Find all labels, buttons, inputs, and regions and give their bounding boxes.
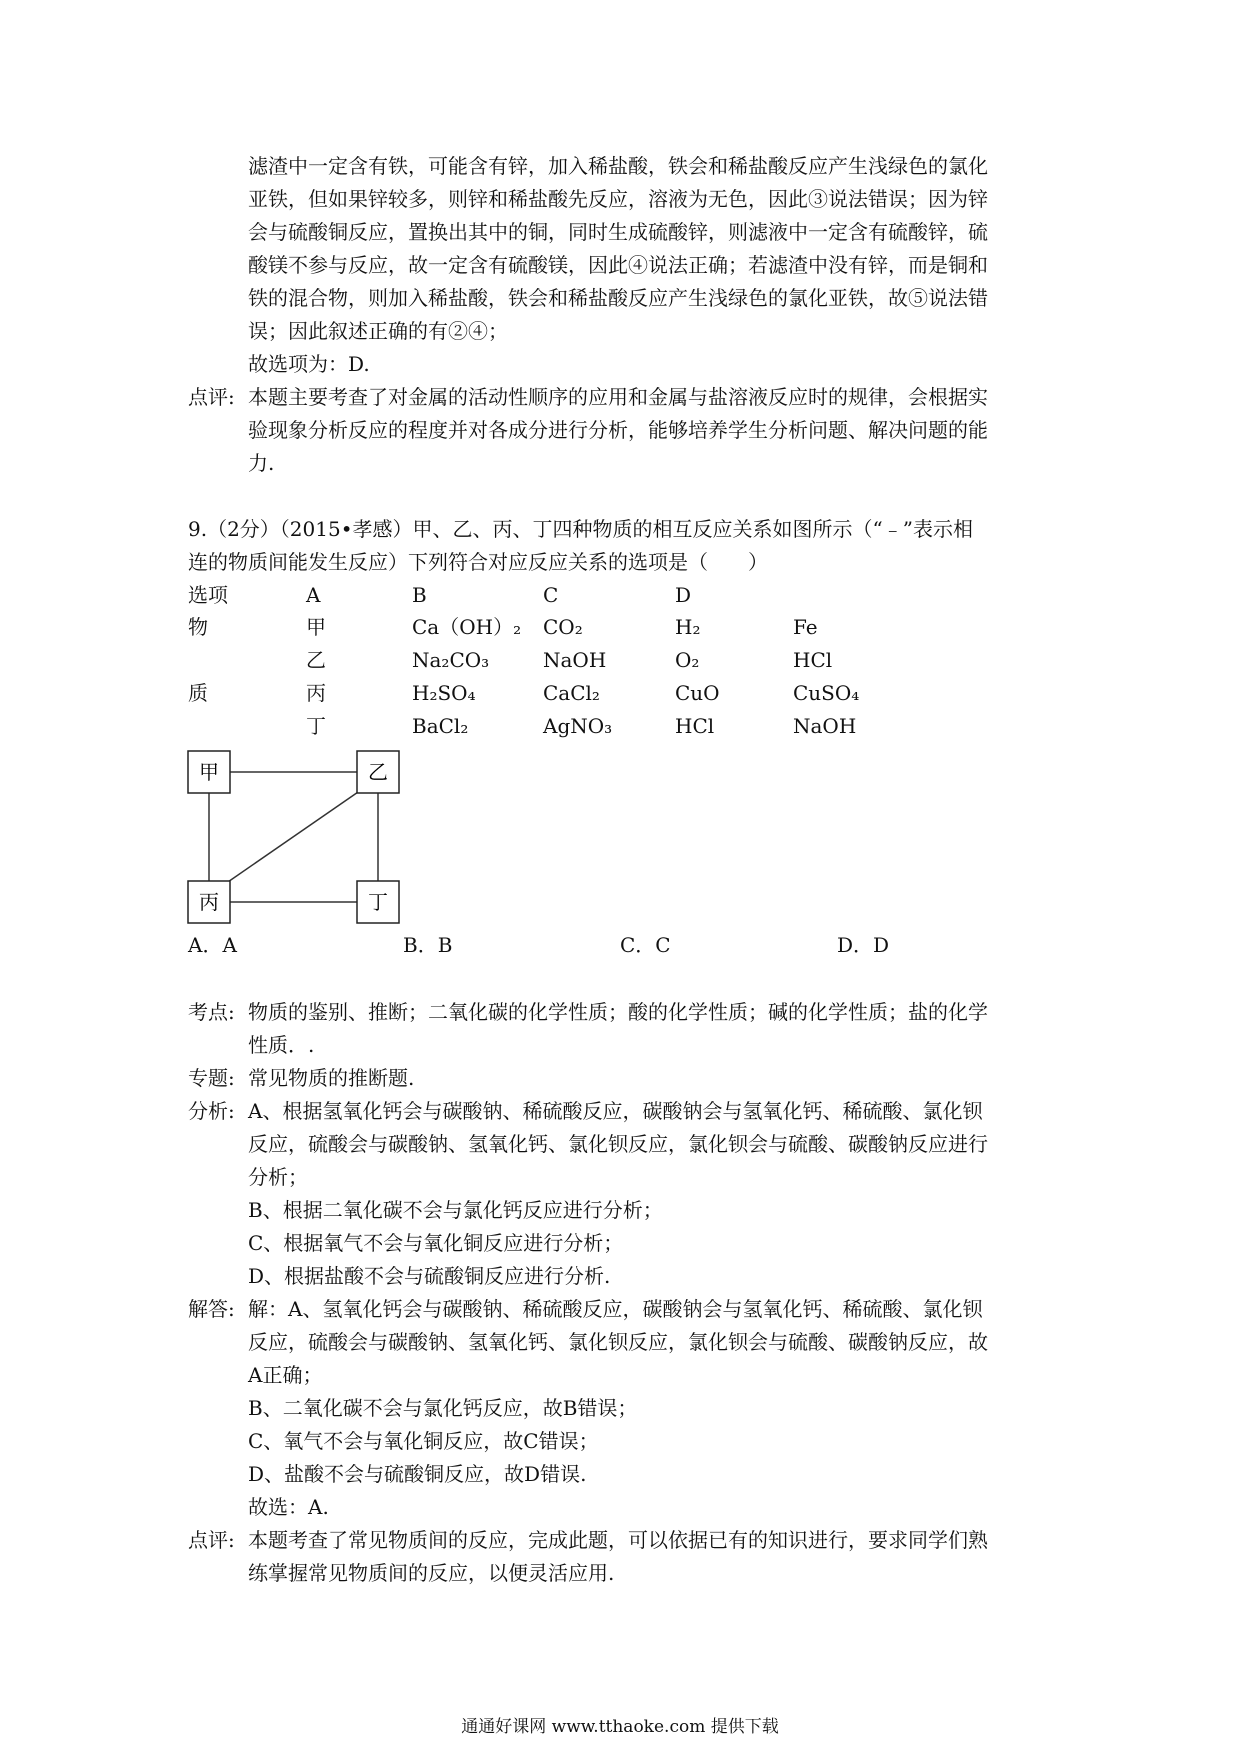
text-line: 分析；	[248, 1165, 308, 1189]
section-label: 解答:	[188, 1297, 235, 1321]
text-line: 亚铁，但如果锌较多，则锌和稀盐酸先反应，溶液为无色，因此③说法错误；因为锌	[248, 187, 988, 211]
table-cell: BaCl₂	[412, 714, 469, 738]
text-line: 故选：A.	[248, 1495, 329, 1519]
table-cell: H₂	[675, 615, 701, 639]
table-cell: Fe	[793, 615, 818, 639]
text-line: 铁的混合物，则加入稀盐酸，铁会和稀盐酸反应产生浅绿色的氯化亚铁，故⑤说法错	[248, 286, 988, 310]
text-line: 误；因此叙述正确的有②④；	[248, 319, 508, 343]
text-line: C、根据氧气不会与氧化铜反应进行分析；	[248, 1231, 624, 1255]
page-footer: 通通好课网 www.tthaoke.com 提供下载	[461, 1717, 779, 1737]
text-line: 性质．.	[248, 1033, 315, 1057]
text-line: A正确；	[248, 1363, 323, 1387]
table-row-label: 物	[188, 615, 208, 639]
node-label: 乙	[368, 760, 388, 784]
text-line: A、根据氢氧化钙会与碳酸钠、稀硫酸反应，碳酸钠会与氢氧化钙、稀硫酸、氯化钡	[248, 1099, 983, 1123]
answer-line: 故选项为：D.	[248, 352, 370, 376]
section-label: 考点:	[188, 1000, 235, 1024]
text-line: B、根据二氧化碳不会与氯化钙反应进行分析；	[248, 1198, 663, 1222]
text-line: C、氧气不会与氧化铜反应，故C错误；	[248, 1429, 599, 1453]
option-d: D．D	[837, 933, 890, 957]
table-cell: H₂SO₄	[412, 681, 476, 705]
text-line: 常见物质的推断题.	[248, 1066, 415, 1090]
table-cell: AgNO₃	[543, 714, 613, 738]
section-label: 专题:	[188, 1066, 235, 1090]
section-label: 点评:	[188, 1528, 235, 1552]
text-line: 物质的鉴别、推断；二氧化碳的化学性质；酸的化学性质；碱的化学性质；盐的化学	[248, 1000, 988, 1024]
text-line: 滤渣中一定含有铁，可能含有锌，加入稀盐酸，铁会和稀盐酸反应产生浅绿色的氯化	[248, 154, 988, 178]
question-line: 9.（2分）（2015•孝感）甲、乙、丙、丁四种物质的相互反应关系如图所示（“﹣”表示相	[188, 517, 973, 541]
text-line: 反应，硫酸会与碳酸钠、氢氧化钙、氯化钡反应，氯化钡会与硫酸、碳酸钠反应，故	[248, 1330, 988, 1354]
table-cell: CuSO₄	[793, 681, 860, 705]
table-cell: NaOH	[543, 648, 607, 672]
option-a: A．A	[188, 933, 237, 957]
table-cell: Na₂CO₃	[412, 648, 490, 672]
table-cell: NaOH	[793, 714, 857, 738]
text-line: 会与硫酸铜反应，置换出其中的铜，同时生成硫酸锌，则滤液中一定含有硫酸锌，硫	[248, 220, 988, 244]
option-c: C．C	[620, 933, 671, 957]
text-line: D、根据盐酸不会与硫酸铜反应进行分析.	[248, 1264, 611, 1288]
table-cell: HCl	[793, 648, 833, 672]
text-line: 本题考查了常见物质间的反应，完成此题，可以依据已有的知识进行，要求同学们熟	[248, 1528, 988, 1552]
table-cell: HCl	[675, 714, 715, 738]
text-line: 酸镁不参与反应，故一定含有硫酸镁，因此④说法正确；若滤渣中没有锌，而是铜和	[248, 253, 988, 277]
table-row-name: 丙	[306, 681, 326, 705]
table-header-cell: 选项	[188, 583, 228, 607]
text-line: D、盐酸不会与硫酸铜反应，故D错误.	[248, 1462, 587, 1486]
table-cell: O₂	[675, 648, 700, 672]
table-cell: Ca（OH）₂	[412, 615, 522, 639]
node-label: 丁	[368, 890, 388, 914]
question-line: 连的物质间能发生反应）下列符合对应反应关系的选项是（ ）	[188, 550, 768, 574]
table-cell: CO₂	[543, 615, 583, 639]
option-b: B．B	[403, 933, 453, 957]
text-line: 反应，硫酸会与碳酸钠、氢氧化钙、氯化钡反应，氯化钡会与硫酸、碳酸钠反应进行	[248, 1132, 988, 1156]
text-line: 练掌握常见物质间的反应，以便灵活应用.	[248, 1561, 615, 1585]
text-line: 解：A、氢氧化钙会与碳酸钠、稀硫酸反应，碳酸钠会与氢氧化钙、稀硫酸、氯化钡	[248, 1297, 983, 1321]
table-row-label: 质	[188, 681, 208, 705]
table-row-name: 丁	[306, 714, 326, 738]
text-line: 本题主要考查了对金属的活动性顺序的应用和金属与盐溶液反应时的规律，会根据实	[248, 385, 988, 409]
text-line: 力.	[248, 451, 275, 475]
node-label: 甲	[199, 760, 219, 784]
table-row-name: 甲	[306, 615, 326, 639]
table-header-cell: B	[412, 583, 427, 607]
reaction-diagram	[185, 748, 405, 928]
table-header-cell: C	[543, 583, 559, 607]
table-header-cell: A	[306, 583, 321, 607]
table-cell: CuO	[675, 681, 720, 705]
text-line: 验现象分析反应的程度并对各成分进行分析，能够培养学生分析问题、解决问题的能	[248, 418, 988, 442]
table-header-cell: D	[675, 583, 692, 607]
table-row-name: 乙	[306, 648, 326, 672]
section-label: 点评:	[188, 385, 235, 409]
node-label: 丙	[199, 890, 219, 914]
edge-bing-yi	[225, 790, 361, 884]
text-line: B、二氧化碳不会与氯化钙反应，故B错误；	[248, 1396, 638, 1420]
table-cell: CaCl₂	[543, 681, 600, 705]
section-label: 分析:	[188, 1099, 235, 1123]
